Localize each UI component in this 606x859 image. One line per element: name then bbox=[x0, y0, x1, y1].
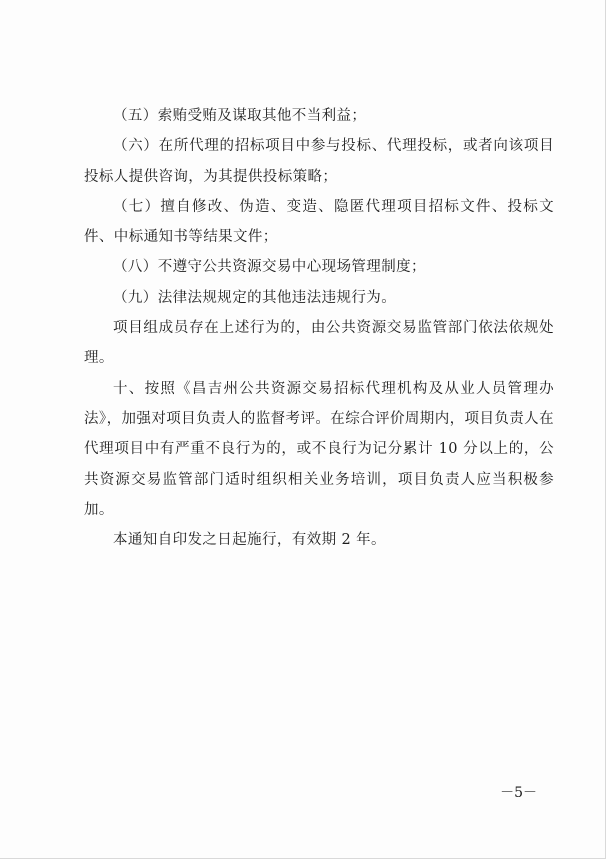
clause-6: （六）在所代理的招标项目中参与投标、代理投标，或者向该项目投标人提供咨询，为其提供投标策略； bbox=[84, 138, 554, 185]
clause-8: （八）不遵守公共资源交易中心现场管理制度； bbox=[113, 259, 426, 276]
clause-5: （五）索贿受贿及谋取其他不当利益； bbox=[113, 108, 367, 124]
document-body bbox=[84, 101, 554, 555]
clause-7: （七）擅自修改、伪造、变造、隐匿代理项目招标文件、投标文件、中标通知书等结果文件； bbox=[84, 198, 554, 246]
effective-date-paragraph: 本通知自印发之日起施行，有效期 2 年。 bbox=[113, 532, 386, 549]
item-10-paragraph: 十、按照《昌吉州公共资源交易招标代理机构及从业人员管理办法》，加强对项目负责人的监督考评。在综合评价周期内，项目负责人在代理项目中有严重不良行为的，或不良行为记分累计 10 分以上的，公共资源交易监管部门适时组织相关业务培训，项目负责人应当积极参加。 bbox=[84, 380, 554, 518]
clause-9: （九）法律法规规定的其他违法违规行为。 bbox=[113, 289, 397, 306]
member-violation-paragraph: 项目组成员存在上述行为的，由公共资源交易监管部门依法依规处理。 bbox=[84, 320, 554, 367]
page-number: －5－ bbox=[500, 785, 537, 801]
